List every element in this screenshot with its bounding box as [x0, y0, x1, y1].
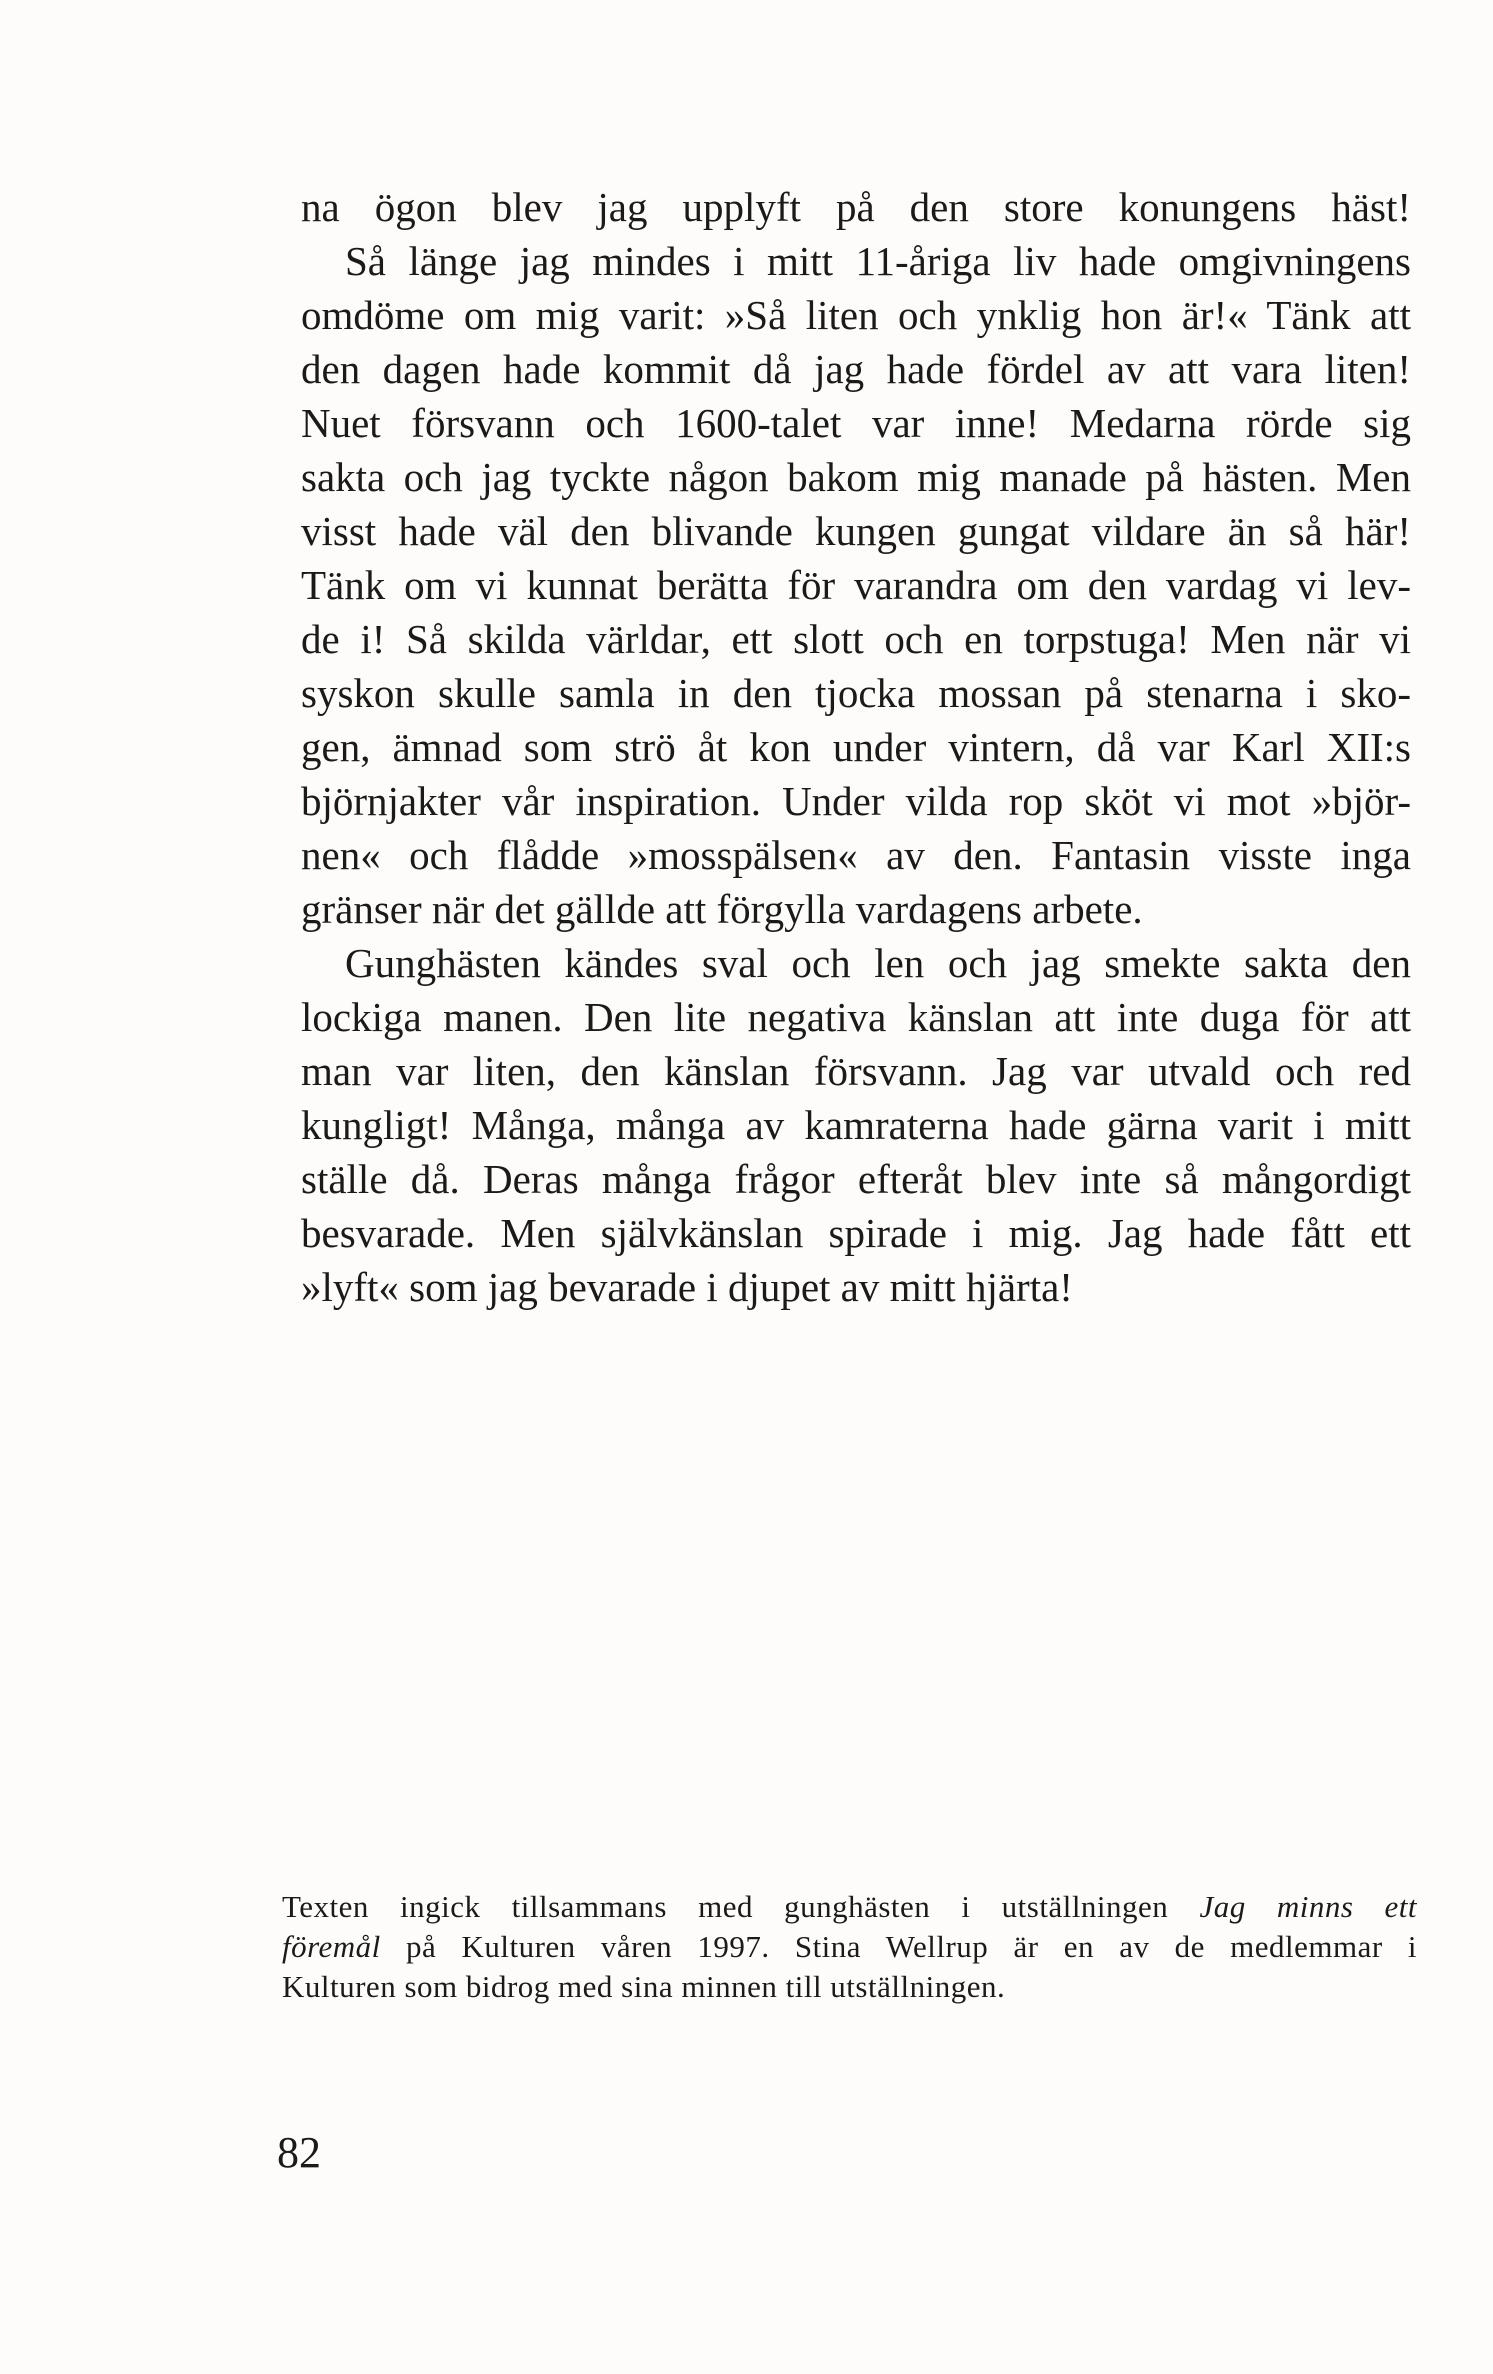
text-line: de i! Så skilda världar, ett slott och en torpstuga! Men när vi [301, 616, 1411, 662]
text-line: syskon skulle samla in den tjocka mossan på stenarna i sko- [301, 670, 1411, 716]
text-line: Gunghästen kändes sval och len och jag smekte sakta den [345, 940, 1411, 986]
footnote-line [282, 1927, 1417, 1967]
footnote-text: på Kulturen våren 1997. Stina Wellrup är en av de medlemmar i [380, 1929, 1417, 1964]
text-line: Tänk om vi kunnat berätta för varandra om den vardag vi lev- [301, 562, 1411, 608]
text-line: Så länge jag mindes i mitt 11-åriga liv hade omgivningens [345, 238, 1411, 284]
text-line: besvarade. Men självkänslan spirade i mig. Jag hade fått ett [301, 1210, 1411, 1256]
footnote [282, 1887, 1417, 2007]
text-line: man var liten, den känslan försvann. Jag var utvald och red [301, 1048, 1411, 1094]
text-line: gränser när det gällde att förgylla vardagens arbete. [301, 886, 1143, 932]
footnote-text: Texten ingick tillsammans med gunghästen i utställningen [282, 1889, 1200, 1924]
text-line: gen, ämnad som strö åt kon under vintern, då var Karl XII:s [301, 724, 1411, 770]
text-line: kungligt! Många, många av kamraterna hade gärna varit i mitt [301, 1102, 1411, 1148]
text-line: björnjakter vår inspiration. Under vilda rop sköt vi mot »björ- [301, 778, 1411, 824]
text-line: den dagen hade kommit då jag hade fördel av att vara liten! [301, 346, 1411, 392]
text-line: sakta och jag tyckte någon bakom mig manade på hästen. Men [301, 454, 1411, 500]
footnote-line [282, 1887, 1417, 1927]
text-line: »lyft« som jag bevarade i djupet av mitt hjärta! [301, 1264, 1073, 1310]
page-number: 82 [277, 2128, 321, 2177]
body-text [301, 180, 1411, 1314]
text-line: nen« och flådde »mosspälsen« av den. Fantasin visste inga [301, 832, 1411, 878]
exhibition-title: föremål [282, 1929, 381, 1964]
text-line: na ögon blev jag upplyft på den store konungens häst! [301, 184, 1411, 230]
footnote-line: Kulturen som bidrog med sina minnen till utställningen. [282, 1969, 1006, 2004]
exhibition-title: Jag minns ett [1199, 1889, 1417, 1924]
text-line: visst hade väl den blivande kungen gungat vildare än så här! [301, 508, 1411, 554]
text-line: lockiga manen. Den lite negativa känslan att inte duga för att [301, 994, 1411, 1040]
text-line: Nuet försvann och 1600-talet var inne! Medarna rörde sig [301, 400, 1411, 446]
text-line: omdöme om mig varit: »Så liten och ynklig hon är!« Tänk att [301, 292, 1411, 338]
text-line: ställe då. Deras många frågor efteråt blev inte så mångordigt [301, 1156, 1411, 1202]
